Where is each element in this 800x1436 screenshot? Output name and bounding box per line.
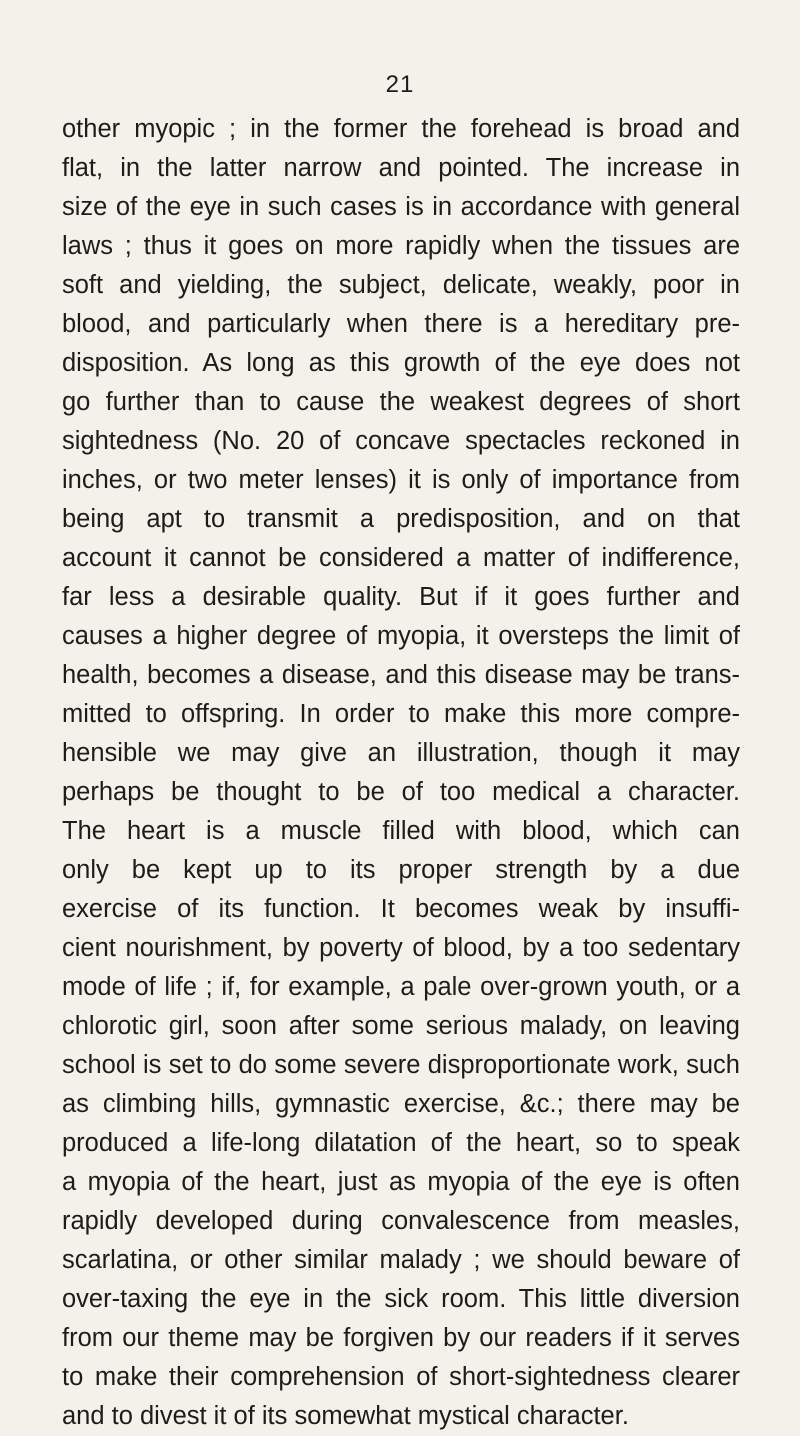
text-line: causes a higher degree of myopia, it oversteps the limit of [62, 622, 740, 650]
text-line: The heart is a muscle filled with blood, which can [62, 817, 740, 845]
text-line: over-taxing the eye in the sick room. This little diversion [62, 1285, 740, 1313]
text-line: health, becomes a disease, and this disease may be trans- [62, 661, 740, 689]
text-line: flat, in the latter narrow and pointed. The increase in [62, 154, 740, 182]
text-line: disposition. As long as this growth of the eye does not [62, 349, 740, 377]
text-line: go further than to cause the weakest degrees of short [62, 388, 740, 416]
text-line: other myopic ; in the former the forehead is broad and [62, 115, 740, 143]
text-line: blood, and particularly when there is a hereditary pre- [62, 310, 740, 338]
text-line: size of the eye in such cases is in accordance with general [62, 193, 740, 221]
text-line: hensible we may give an illustration, though it may [62, 739, 740, 767]
text-line: exercise of its function. It becomes weak by insuffi- [62, 895, 740, 923]
text-line: far less a desirable quality. But if it goes further and [62, 583, 740, 611]
text-line: sightedness (No. 20 of concave spectacles reckoned in [62, 427, 740, 455]
text-line: chlorotic girl, soon after some serious malady, on leaving [62, 1012, 740, 1040]
text-line: account it cannot be considered a matter of indifference, [62, 544, 740, 572]
text-line: rapidly developed during convalescence from measles, [62, 1207, 740, 1235]
text-line: being apt to transmit a predisposition, and on that [62, 505, 740, 533]
text-line: mitted to offspring. In order to make this more compre- [62, 700, 740, 728]
text-line: to make their comprehension of short-sightedness clearer [62, 1363, 740, 1391]
text-line: perhaps be thought to be of too medical a character. [62, 778, 740, 806]
text-line: as climbing hills, gymnastic exercise, &c.; there may be [62, 1090, 740, 1118]
page-number: 21 [385, 71, 415, 98]
text-line: from our theme may be forgiven by our readers if it serves [62, 1324, 740, 1352]
text-line: school is set to do some severe disproportionate work, such [62, 1051, 740, 1079]
text-line: mode of life ; if, for example, a pale over-grown youth, or a [62, 973, 740, 1001]
text-line-last: and to divest it of its somewhat mystical character. [62, 1402, 629, 1430]
text-line: scarlatina, or other similar malady ; we should beware of [62, 1246, 740, 1274]
body-text [62, 110, 740, 1436]
text-line: only be kept up to its proper strength by a due [62, 856, 740, 884]
text-line: laws ; thus it goes on more rapidly when the tissues are [62, 232, 740, 260]
text-line: produced a life-long dilatation of the heart, so to speak [62, 1129, 740, 1157]
text-line: cient nourishment, by poverty of blood, by a too sedentary [62, 934, 740, 962]
text-line: soft and yielding, the subject, delicate, weakly, poor in [62, 271, 740, 299]
text-line: inches, or two meter lenses) it is only of importance from [62, 466, 740, 494]
text-line: a myopia of the heart, just as myopia of the eye is often [62, 1168, 740, 1196]
